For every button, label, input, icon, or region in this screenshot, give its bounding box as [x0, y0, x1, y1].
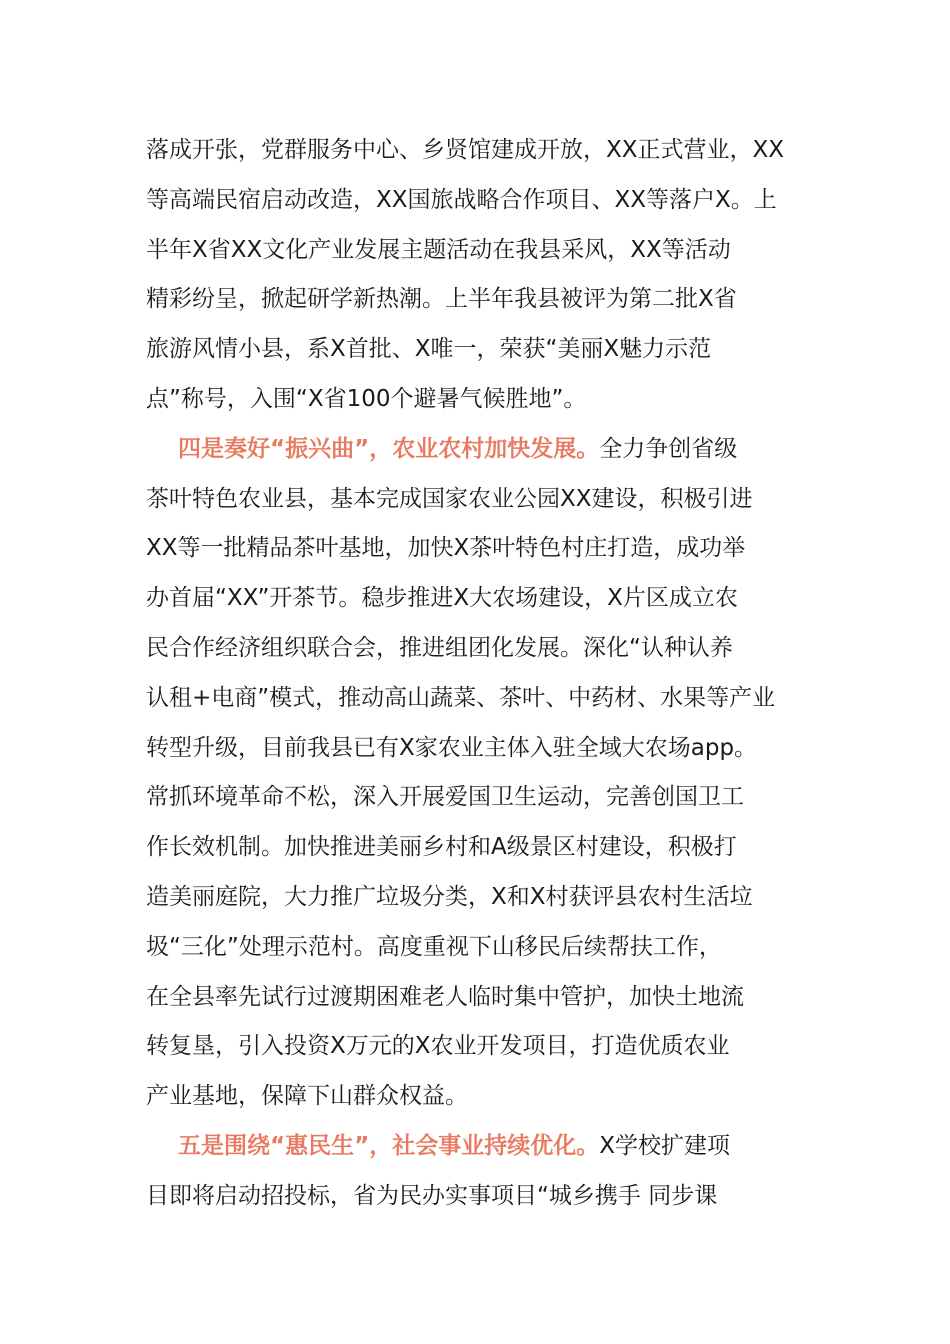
paragraph-4 — [146, 425, 810, 1122]
text-line: XX等一批精品茶叶基地，加快X茶叶特色村庄打造，成功举 — [146, 535, 746, 562]
text-line: 办首届“XX”开茶节。稳步推进X大农场建设，X片区成立农 — [146, 585, 738, 612]
text-line: 产业基地，保障下山群众权益。 — [146, 1083, 468, 1110]
paragraph-3-continued — [146, 126, 810, 425]
text-run: X学校扩建项 — [599, 1132, 730, 1159]
text-line: 半年X省XX文化产业发展主题活动在我县采风，XX等活动 — [146, 236, 731, 263]
text-line: 等高端民宿启动改造，XX国旅战略合作项目、XX等落户X。上 — [146, 186, 777, 213]
text-line: 点”称号，入围“X省100个避暑气候胜地”。 — [146, 385, 587, 412]
text-line: 造美丽庭院，大力推广垃圾分类，X和X村获评县农村生活垃 — [146, 883, 753, 910]
section-heading: 五是围绕“惠民生”，社会事业持续优化。 — [178, 1132, 600, 1159]
text-line: 常抓环境革命不松，深入开展爱国卫生运动，完善创国卫工 — [146, 784, 744, 811]
text-line: 圾“三化”处理示范村。高度重视下山移民后续帮扶工作， — [146, 933, 722, 960]
document-page — [146, 126, 810, 1222]
text-run: 全力争创省级 — [599, 435, 738, 462]
text-line: 转复垦，引入投资X万元的X农业开发项目，打造优质农业 — [146, 1033, 730, 1060]
text-line: 认租+电商”模式，推动高山蔬菜、茶叶、中药材、水果等产业 — [146, 684, 776, 711]
text-line: 茶叶特色农业县，基本完成国家农业公园XX建设，积极引进 — [146, 485, 753, 512]
text-line: 作长效机制。加快推进美丽乡村和A级景区村建设，积极打 — [146, 834, 737, 861]
text-line: 旅游风情小县，系X首批、X唯一，荣获“美丽X魅力示范 — [146, 336, 712, 363]
paragraph-5 — [146, 1122, 810, 1222]
text-line: 落成开张，党群服务中心、乡贤馆建成开放，XX正式营业，XX — [146, 137, 785, 163]
text-line: 在全县率先试行过渡期困难老人临时集中管护，加快土地流 — [146, 983, 744, 1010]
text-line: 民合作经济组织联合会，推进组团化发展。深化“认种认养 — [146, 634, 733, 661]
paragraph-first-line — [146, 425, 810, 475]
section-heading: 四是奏好“振兴曲”，农业农村加快发展。 — [178, 435, 600, 462]
text-line: 目即将启动招投标，省为民办实事项目“城乡携手 同步课 — [146, 1182, 718, 1209]
text-line: 精彩纷呈，掀起研学新热潮。上半年我县被评为第二批X省 — [146, 286, 737, 313]
text-line: 转型升级，目前我县已有X家农业主体入驻全域大农场app。 — [146, 734, 758, 761]
paragraph-first-line — [146, 1122, 810, 1172]
